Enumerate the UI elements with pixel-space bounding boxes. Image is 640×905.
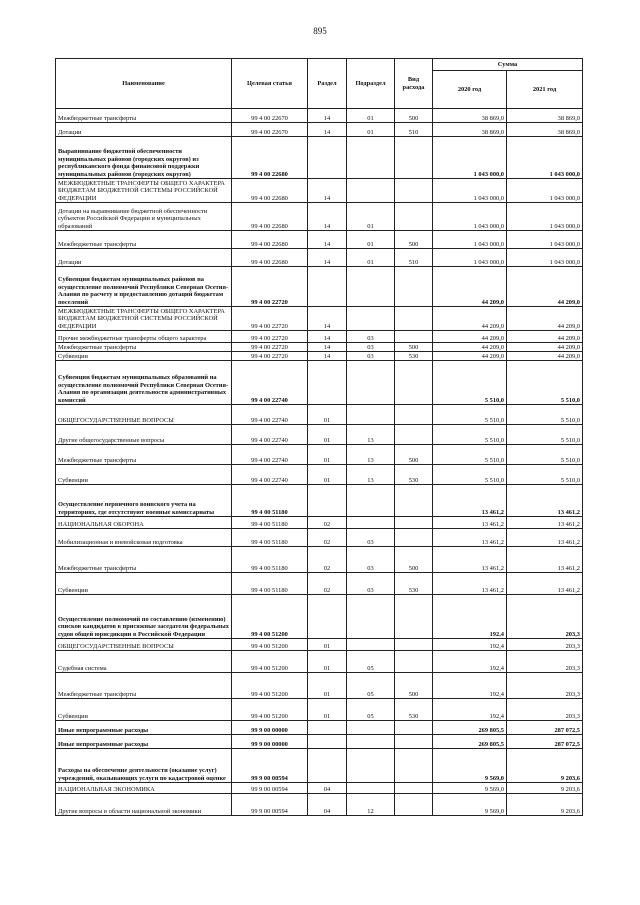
cell-2021: 5 510,0	[507, 405, 583, 425]
header-2021: 2021 год	[507, 71, 583, 109]
cell-2020: 192,4	[433, 673, 507, 699]
cell-2021: 203,3	[507, 651, 583, 673]
table-row	[56, 651, 583, 673]
cell-expense-type	[395, 331, 433, 343]
cell-2020: 269 805,5	[433, 721, 507, 735]
cell-subsection: 05	[347, 673, 395, 699]
cell-2020: 38 869,0	[433, 109, 507, 123]
cell-2020: 1 043 000,0	[433, 249, 507, 267]
cell-section: 02	[308, 517, 347, 529]
cell-section: 14	[308, 231, 347, 249]
cell-2021: 44 209,0	[507, 267, 583, 307]
cell-subsection	[347, 639, 395, 651]
cell-section: 14	[308, 331, 347, 343]
cell-target: 99 9 00 00594	[232, 783, 308, 794]
page-number: 895	[313, 26, 327, 36]
cell-subsection	[347, 267, 395, 307]
table-row	[56, 331, 583, 343]
table-row	[56, 573, 583, 595]
cell-name: Субвенции	[56, 465, 232, 485]
cell-2020: 269 805,5	[433, 735, 507, 749]
cell-name: Судебная система	[56, 651, 232, 673]
header-subsection: Подраздел	[347, 59, 395, 109]
cell-2021: 13 461,2	[507, 547, 583, 573]
cell-target: 99 4 00 22740	[232, 425, 308, 445]
cell-expense-type: 510	[395, 123, 433, 137]
cell-2021: 203,3	[507, 699, 583, 721]
cell-2021: 44 209,0	[507, 307, 583, 331]
cell-target: 99 4 00 22680	[232, 137, 308, 179]
cell-subsection	[347, 783, 395, 794]
cell-2021: 38 869,0	[507, 123, 583, 137]
cell-name: Межбюджетные трансферты	[56, 673, 232, 699]
cell-expense-type	[395, 425, 433, 445]
cell-expense-type: 500	[395, 109, 433, 123]
cell-target: 99 9 00 00000	[232, 721, 308, 735]
cell-target: 99 4 00 51180	[232, 573, 308, 595]
cell-2020: 44 209,0	[433, 352, 507, 361]
cell-2020: 44 209,0	[433, 267, 507, 307]
cell-2021: 287 072,5	[507, 735, 583, 749]
cell-expense-type	[395, 794, 433, 816]
cell-expense-type	[395, 749, 433, 783]
cell-subsection: 13	[347, 445, 395, 465]
table-body	[56, 109, 583, 816]
cell-name: Осуществление первичного воинского учета на территориях, где отсутствуют военные комиссариаты	[56, 485, 232, 517]
cell-expense-type	[395, 179, 433, 203]
cell-2021: 9 203,6	[507, 783, 583, 794]
cell-name: Дотации на выравнивание бюджетной обеспеченности субъектов Российской Федерации и муниципальных образований	[56, 203, 232, 231]
cell-section	[308, 361, 347, 405]
table-row	[56, 529, 583, 547]
cell-expense-type	[395, 203, 433, 231]
cell-name: Субвенции бюджетам муниципальных районов на осуществление полномочий Республики Северная Осетия-Алания по расчету и предоставлению дотаций бюджетам поселений	[56, 267, 232, 307]
header-expense-type: Вид расхода	[395, 59, 433, 109]
cell-subsection: 13	[347, 425, 395, 445]
cell-2020: 44 209,0	[433, 331, 507, 343]
cell-2021: 1 043 000,0	[507, 231, 583, 249]
cell-2021: 203,3	[507, 639, 583, 651]
cell-2020: 5 510,0	[433, 445, 507, 465]
cell-expense-type	[395, 307, 433, 331]
cell-section: 01	[308, 639, 347, 651]
cell-section	[308, 137, 347, 179]
cell-2020: 13 461,2	[433, 517, 507, 529]
cell-2021: 44 209,0	[507, 352, 583, 361]
cell-target: 99 4 00 22680	[232, 203, 308, 231]
cell-2020: 1 043 000,0	[433, 137, 507, 179]
cell-subsection: 05	[347, 651, 395, 673]
cell-section: 01	[308, 651, 347, 673]
cell-name: Межбюджетные трансферты	[56, 445, 232, 465]
cell-target: 99 4 00 22740	[232, 405, 308, 425]
cell-name: Расходы на обеспечение деятельности (оказание услуг) учреждений, оказывающих услуги по кадастровой оценке	[56, 749, 232, 783]
cell-name: Прочие межбюджетные трансферты общего характера	[56, 331, 232, 343]
cell-target: 99 4 00 51200	[232, 699, 308, 721]
cell-2021: 1 043 000,0	[507, 137, 583, 179]
cell-2021: 1 043 000,0	[507, 203, 583, 231]
cell-2020: 13 461,2	[433, 529, 507, 547]
cell-target: 99 4 00 22680	[232, 179, 308, 203]
cell-name: НАЦИОНАЛЬНАЯ ЭКОНОМИКА	[56, 783, 232, 794]
cell-section: 02	[308, 529, 347, 547]
cell-target: 99 4 00 22720	[232, 352, 308, 361]
cell-subsection	[347, 485, 395, 517]
cell-expense-type: 500	[395, 673, 433, 699]
table-row	[56, 361, 583, 405]
cell-section: 14	[308, 109, 347, 123]
table-row	[56, 721, 583, 735]
cell-2021: 44 209,0	[507, 343, 583, 352]
cell-2020: 13 461,2	[433, 547, 507, 573]
table-row	[56, 749, 583, 783]
cell-subsection	[347, 517, 395, 529]
cell-target: 99 4 00 22720	[232, 343, 308, 352]
cell-2021: 5 510,0	[507, 465, 583, 485]
cell-2020: 5 510,0	[433, 405, 507, 425]
cell-target: 99 9 00 00000	[232, 735, 308, 749]
cell-expense-type	[395, 639, 433, 651]
table-row	[56, 123, 583, 137]
cell-section	[308, 267, 347, 307]
cell-name: Дотации	[56, 123, 232, 137]
cell-expense-type	[395, 735, 433, 749]
cell-section: 02	[308, 547, 347, 573]
cell-subsection: 05	[347, 699, 395, 721]
cell-expense-type: 510	[395, 249, 433, 267]
cell-name: МЕЖБЮДЖЕТНЫЕ ТРАНСФЕРТЫ ОБЩЕГО ХАРАКТЕРА БЮДЖЕТАМ БЮДЖЕТНОЙ СИСТЕМЫ РОССИЙСКОЙ ФЕДЕРАЦИИ	[56, 179, 232, 203]
cell-subsection	[347, 137, 395, 179]
cell-section: 01	[308, 445, 347, 465]
cell-name: Межбюджетные трансферты	[56, 109, 232, 123]
cell-target: 99 4 00 22740	[232, 465, 308, 485]
cell-2021: 13 461,2	[507, 529, 583, 547]
cell-subsection	[347, 179, 395, 203]
cell-2020: 9 569,0	[433, 783, 507, 794]
cell-subsection: 03	[347, 573, 395, 595]
cell-2021: 9 203,6	[507, 794, 583, 816]
cell-section: 01	[308, 405, 347, 425]
table-row	[56, 307, 583, 331]
cell-name: Субвенции	[56, 352, 232, 361]
cell-section: 14	[308, 203, 347, 231]
table-row	[56, 783, 583, 794]
cell-2020: 38 869,0	[433, 123, 507, 137]
budget-table	[55, 58, 583, 816]
table-row	[56, 109, 583, 123]
cell-expense-type	[395, 721, 433, 735]
table-row	[56, 485, 583, 517]
cell-target: 99 9 00 00594	[232, 794, 308, 816]
cell-target: 99 9 00 00594	[232, 749, 308, 783]
cell-2021: 203,3	[507, 595, 583, 639]
cell-2021: 44 209,0	[507, 331, 583, 343]
cell-section	[308, 595, 347, 639]
cell-2020: 9 569,0	[433, 794, 507, 816]
cell-target: 99 4 00 51180	[232, 517, 308, 529]
cell-subsection	[347, 735, 395, 749]
cell-section: 14	[308, 307, 347, 331]
cell-2021: 1 043 000,0	[507, 249, 583, 267]
cell-2020: 13 461,2	[433, 573, 507, 595]
cell-name: Другие общегосударственные вопросы	[56, 425, 232, 445]
cell-section	[308, 721, 347, 735]
table-row	[56, 249, 583, 267]
cell-2020: 5 510,0	[433, 425, 507, 445]
cell-target: 99 4 00 22720	[232, 267, 308, 307]
cell-subsection: 01	[347, 231, 395, 249]
cell-section	[308, 485, 347, 517]
cell-expense-type	[395, 517, 433, 529]
cell-2021: 13 461,2	[507, 517, 583, 529]
cell-target: 99 4 00 51200	[232, 651, 308, 673]
cell-target: 99 4 00 22740	[232, 445, 308, 465]
cell-name: Межбюджетные трансферты	[56, 547, 232, 573]
cell-target: 99 4 00 22680	[232, 249, 308, 267]
header-2020: 2020 год	[433, 71, 507, 109]
cell-name: Дотации	[56, 249, 232, 267]
cell-section: 04	[308, 783, 347, 794]
table-row	[56, 794, 583, 816]
cell-subsection: 01	[347, 203, 395, 231]
header-target: Целевая статья	[232, 59, 308, 109]
cell-2021: 38 869,0	[507, 109, 583, 123]
cell-2020: 1 043 000,0	[433, 203, 507, 231]
header-sum: Сумма	[433, 59, 583, 71]
cell-2021: 287 072,5	[507, 721, 583, 735]
cell-subsection: 03	[347, 343, 395, 352]
cell-section: 14	[308, 352, 347, 361]
cell-subsection: 01	[347, 249, 395, 267]
cell-subsection: 03	[347, 529, 395, 547]
table-row	[56, 179, 583, 203]
cell-expense-type: 500	[395, 231, 433, 249]
table-row	[56, 699, 583, 721]
cell-name: МЕЖБЮДЖЕТНЫЕ ТРАНСФЕРТЫ ОБЩЕГО ХАРАКТЕРА БЮДЖЕТАМ БЮДЖЕТНОЙ СИСТЕМЫ РОССИЙСКОЙ ФЕДЕРАЦИИ	[56, 307, 232, 331]
cell-name: Мобилизационная и вневойсковая подготовка	[56, 529, 232, 547]
cell-2021: 5 510,0	[507, 425, 583, 445]
cell-2021: 5 510,0	[507, 361, 583, 405]
cell-name: НАЦИОНАЛЬНАЯ ОБОРОНА	[56, 517, 232, 529]
cell-section: 14	[308, 343, 347, 352]
cell-section: 01	[308, 465, 347, 485]
cell-expense-type: 500	[395, 343, 433, 352]
cell-2021: 13 461,2	[507, 485, 583, 517]
cell-2020: 192,4	[433, 639, 507, 651]
cell-2021: 203,3	[507, 673, 583, 699]
cell-expense-type: 500	[395, 445, 433, 465]
cell-subsection: 03	[347, 352, 395, 361]
cell-name: ОБЩЕГОСУДАРСТВЕННЫЕ ВОПРОСЫ	[56, 405, 232, 425]
table-row	[56, 547, 583, 573]
table-row	[56, 405, 583, 425]
cell-2020: 5 510,0	[433, 465, 507, 485]
cell-subsection: 01	[347, 109, 395, 123]
cell-expense-type: 500	[395, 547, 433, 573]
cell-2020: 9 569,0	[433, 749, 507, 783]
cell-target: 99 4 00 22740	[232, 361, 308, 405]
cell-subsection: 03	[347, 331, 395, 343]
cell-subsection: 01	[347, 123, 395, 137]
header-name: Наименование	[56, 59, 232, 109]
table-row	[56, 639, 583, 651]
cell-target: 99 4 00 51180	[232, 485, 308, 517]
table-row	[56, 735, 583, 749]
cell-section: 14	[308, 123, 347, 137]
table-row	[56, 137, 583, 179]
cell-name: Субвенции бюджетам муниципальных образований на осуществление полномочий Республики Северная Осетия-Алания по организации деятельности административных комиссий	[56, 361, 232, 405]
cell-target: 99 4 00 22670	[232, 109, 308, 123]
cell-subsection	[347, 721, 395, 735]
cell-expense-type: 530	[395, 352, 433, 361]
cell-section: 02	[308, 573, 347, 595]
table-row	[56, 673, 583, 699]
cell-name: Иные непрограммные расходы	[56, 735, 232, 749]
cell-2020: 44 209,0	[433, 307, 507, 331]
table-row	[56, 231, 583, 249]
cell-name: Субвенции	[56, 699, 232, 721]
cell-2021: 5 510,0	[507, 445, 583, 465]
header-section: Раздел	[308, 59, 347, 109]
cell-subsection: 03	[347, 547, 395, 573]
cell-2020: 5 510,0	[433, 361, 507, 405]
table-row	[56, 352, 583, 361]
cell-expense-type	[395, 405, 433, 425]
cell-2021: 9 203,6	[507, 749, 583, 783]
cell-target: 99 4 00 51200	[232, 595, 308, 639]
table-row	[56, 517, 583, 529]
cell-name: Иные непрограммные расходы	[56, 721, 232, 735]
cell-target: 99 4 00 51180	[232, 529, 308, 547]
cell-subsection	[347, 749, 395, 783]
cell-2020: 192,4	[433, 595, 507, 639]
cell-name: Субвенции	[56, 573, 232, 595]
cell-expense-type	[395, 651, 433, 673]
table-row	[56, 203, 583, 231]
cell-subsection	[347, 595, 395, 639]
cell-target: 99 4 00 22680	[232, 231, 308, 249]
cell-section: 01	[308, 699, 347, 721]
cell-expense-type: 530	[395, 573, 433, 595]
cell-name: ОБЩЕГОСУДАРСТВЕННЫЕ ВОПРОСЫ	[56, 639, 232, 651]
cell-2021: 13 461,2	[507, 573, 583, 595]
cell-expense-type	[395, 485, 433, 517]
cell-target: 99 4 00 22720	[232, 331, 308, 343]
cell-subsection	[347, 361, 395, 405]
cell-expense-type	[395, 137, 433, 179]
cell-name: Осуществление полномочий по составлению (изменению) списков кандидатов в присяжные заседатели федеральных судов общей юрисдикции в Российской Федерации	[56, 595, 232, 639]
cell-name: Межбюджетные трансферты	[56, 343, 232, 352]
cell-section: 01	[308, 425, 347, 445]
cell-section	[308, 749, 347, 783]
cell-section: 04	[308, 794, 347, 816]
cell-subsection: 12	[347, 794, 395, 816]
cell-subsection	[347, 405, 395, 425]
table-row	[56, 267, 583, 307]
cell-target: 99 4 00 51200	[232, 639, 308, 651]
cell-2020: 192,4	[433, 651, 507, 673]
cell-expense-type	[395, 361, 433, 405]
cell-name: Другие вопросы в области национальной экономики	[56, 794, 232, 816]
cell-expense-type: 530	[395, 465, 433, 485]
cell-2020: 1 043 000,0	[433, 179, 507, 203]
cell-2021: 1 043 000,0	[507, 179, 583, 203]
cell-expense-type: 530	[395, 699, 433, 721]
cell-2020: 192,4	[433, 699, 507, 721]
cell-subsection: 13	[347, 465, 395, 485]
cell-2020: 1 043 000,0	[433, 231, 507, 249]
cell-expense-type	[395, 783, 433, 794]
table-row	[56, 445, 583, 465]
cell-target: 99 4 00 51200	[232, 673, 308, 699]
cell-section: 14	[308, 249, 347, 267]
table-row	[56, 425, 583, 445]
cell-section: 01	[308, 673, 347, 699]
table-row	[56, 343, 583, 352]
cell-section: 14	[308, 179, 347, 203]
table-row	[56, 465, 583, 485]
cell-name: Выравнивание бюджетной обеспеченности муниципальных районов (городских округов) из республиканского фонда финансовой поддержки муниципальных районов (городских округов)	[56, 137, 232, 179]
cell-target: 99 4 00 22720	[232, 307, 308, 331]
cell-subsection	[347, 307, 395, 331]
cell-expense-type	[395, 267, 433, 307]
cell-expense-type	[395, 595, 433, 639]
cell-section	[308, 735, 347, 749]
table-row	[56, 595, 583, 639]
cell-target: 99 4 00 22670	[232, 123, 308, 137]
cell-2020: 44 209,0	[433, 343, 507, 352]
cell-name: Межбюджетные трансферты	[56, 231, 232, 249]
cell-target: 99 4 00 51180	[232, 547, 308, 573]
cell-2020: 13 461,2	[433, 485, 507, 517]
cell-expense-type	[395, 529, 433, 547]
